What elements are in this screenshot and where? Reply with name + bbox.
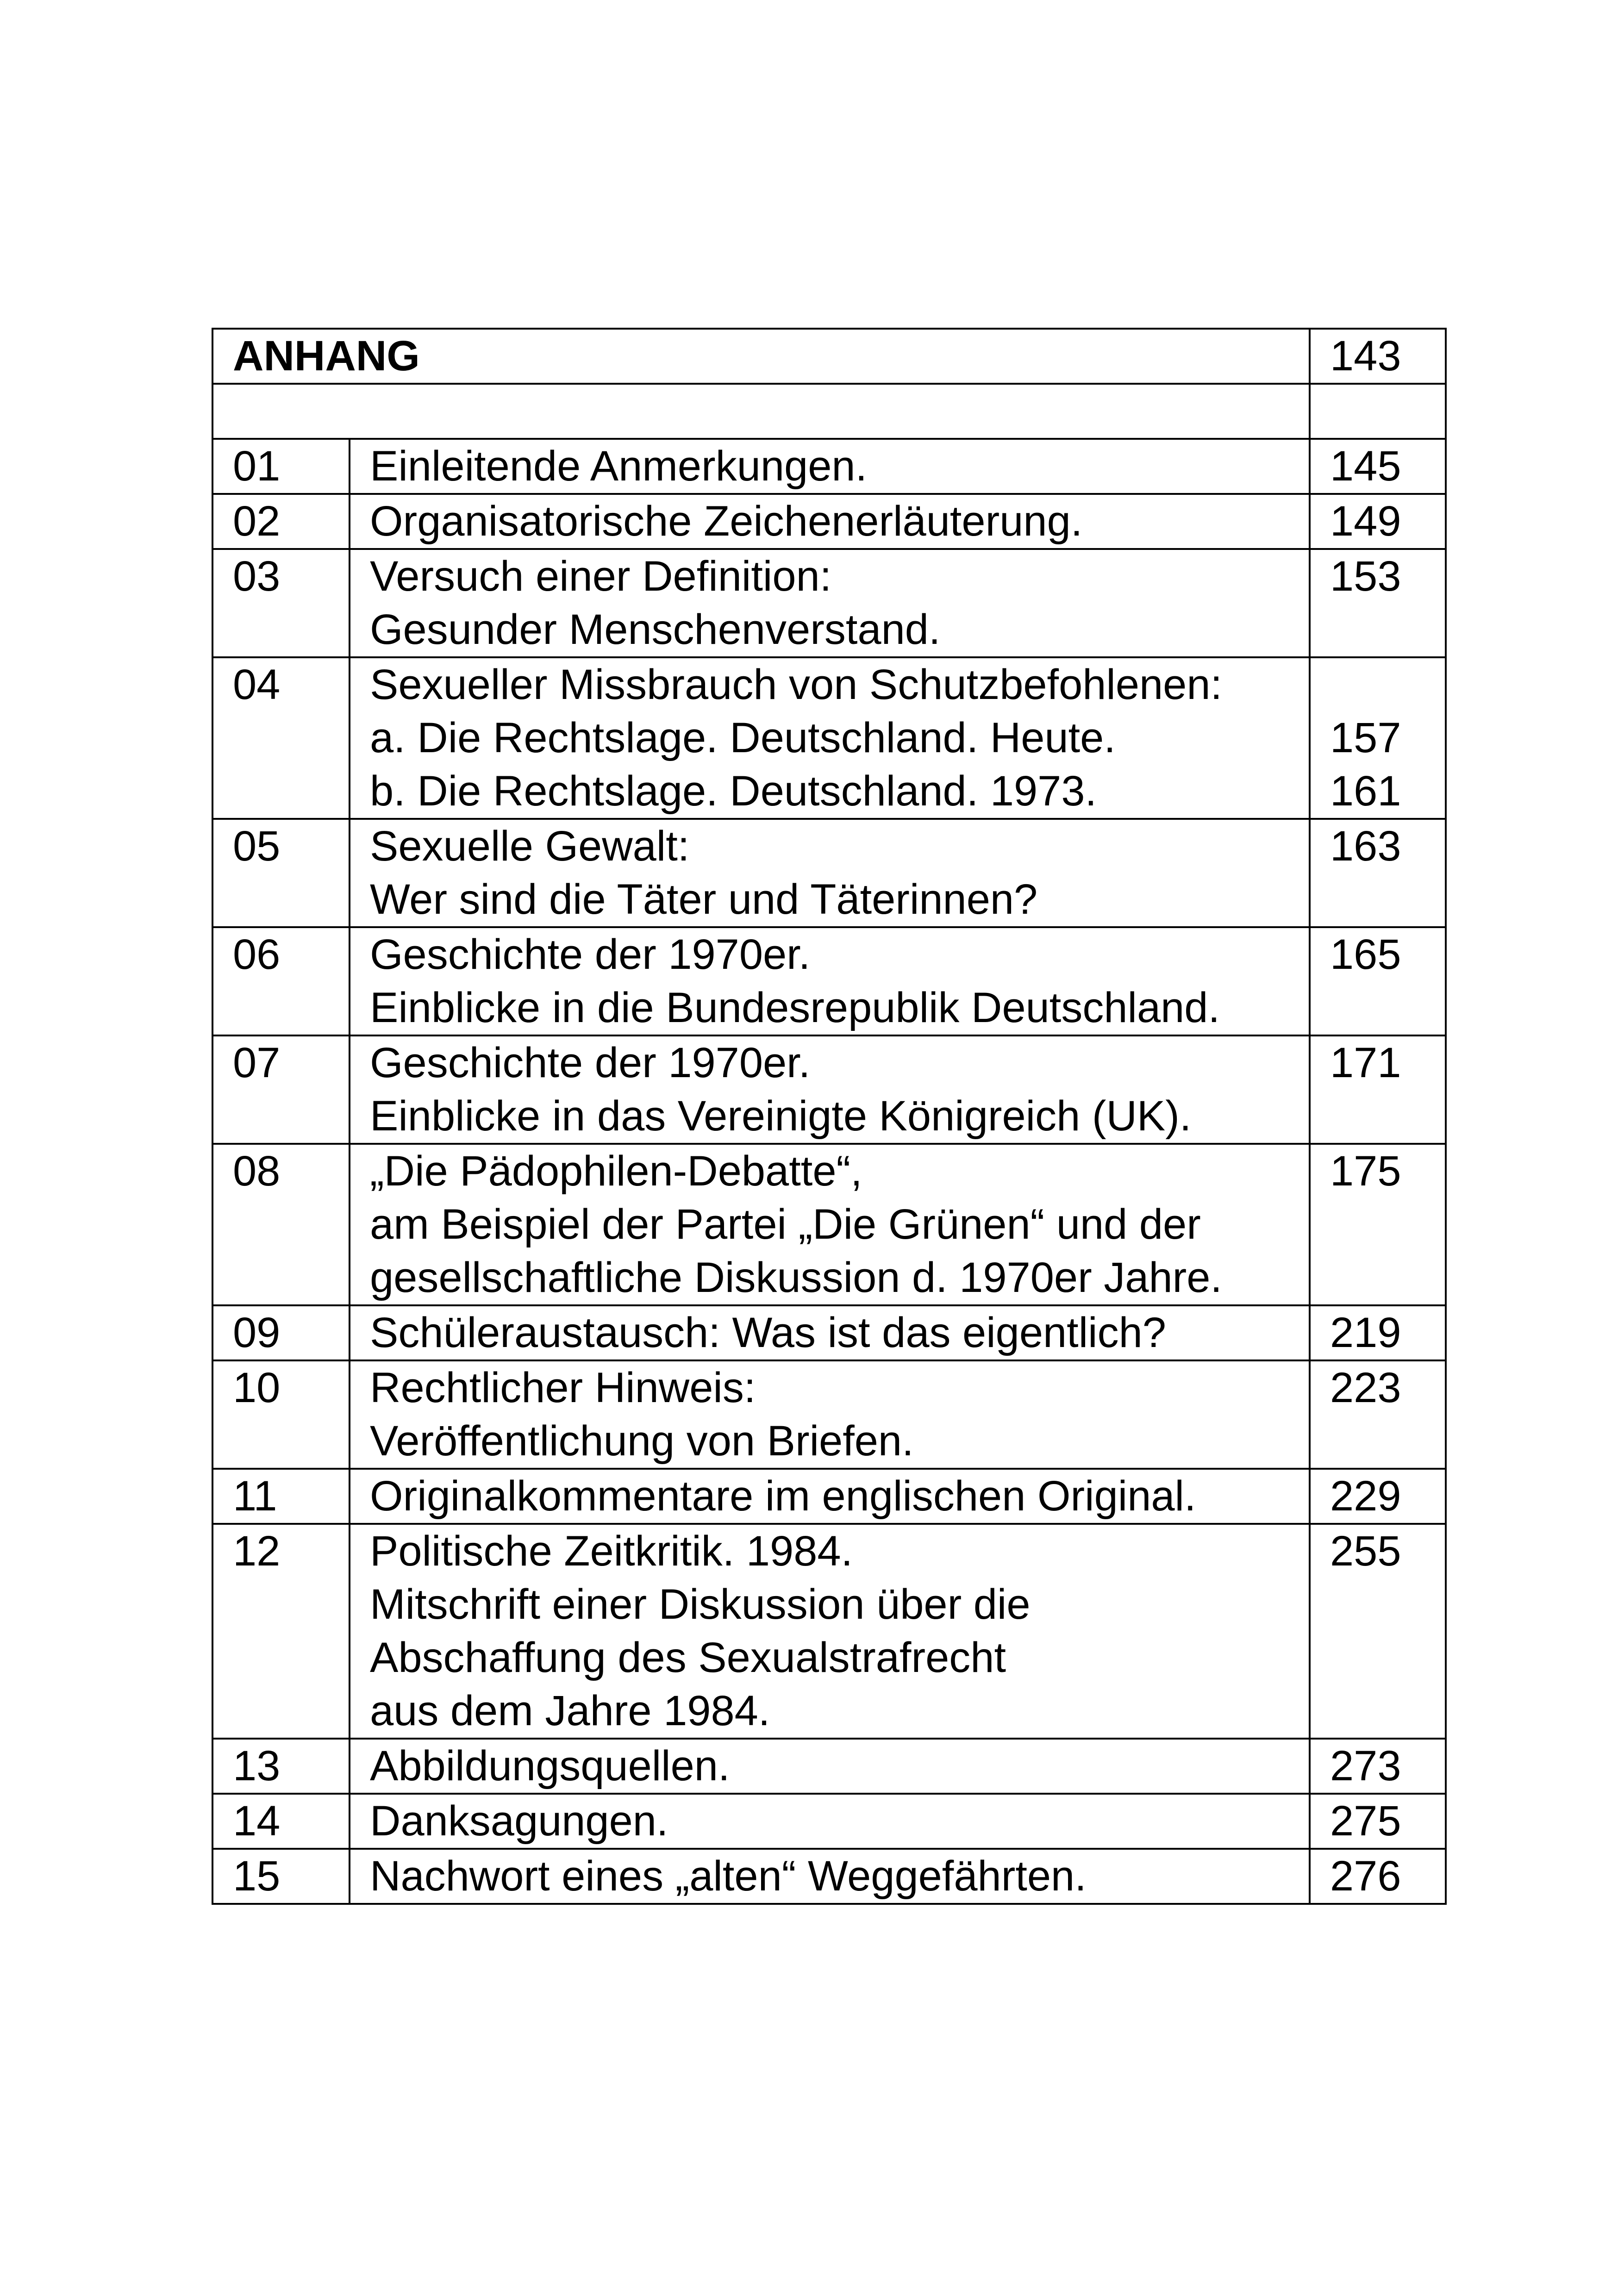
section-title: ANHANG: [212, 329, 1310, 384]
entry-page-number: [1310, 1524, 1446, 1739]
entry-page-line: [1330, 603, 1445, 656]
entry-number: 10: [212, 1360, 350, 1469]
toc-row: [212, 1469, 1446, 1524]
entry-title-line: Danksagungen.: [370, 1797, 668, 1845]
toc-row: [212, 1739, 1446, 1794]
entry-page-line: 219: [1330, 1309, 1401, 1356]
entry-page-line: [1330, 1090, 1445, 1143]
entry-page-line: [1330, 658, 1445, 711]
entry-page-number: [1310, 1469, 1446, 1524]
entry-page-line: 255: [1330, 1528, 1401, 1575]
entry-title: [350, 1469, 1310, 1524]
entry-page-number: [1310, 439, 1446, 494]
entry-title-line: Gesunder Menschenverstand.: [370, 606, 941, 653]
entry-title-line: Mitschrift einer Diskussion über die: [370, 1581, 1031, 1628]
toc-row: [212, 927, 1446, 1035]
entry-number: 01: [212, 439, 350, 494]
entry-number: 06: [212, 927, 350, 1035]
entry-page-number: [1310, 494, 1446, 549]
entry-page-line: 275: [1330, 1797, 1401, 1845]
entry-title-line: a. Die Rechtslage. Deutschland. Heute.: [370, 714, 1116, 761]
entry-title-line: Sexuelle Gewalt:: [370, 823, 690, 870]
entry-title: [350, 657, 1310, 819]
entry-number: 12: [212, 1524, 350, 1739]
toc-row: [212, 1794, 1446, 1849]
entry-page-number: [1310, 657, 1446, 819]
entry-title: [350, 819, 1310, 927]
entry-number: 04: [212, 657, 350, 819]
entry-title: [350, 1035, 1310, 1144]
entry-title-line: Rechtlicher Hinweis:: [370, 1364, 756, 1411]
entry-page-line: 157: [1330, 714, 1401, 761]
entry-title-line: am Beispiel der Partei „Die Grünen“ und der: [370, 1201, 1201, 1248]
toc-row: [212, 657, 1446, 819]
entry-page-number: [1310, 1305, 1446, 1360]
entry-title: [350, 549, 1310, 657]
toc-row: [212, 1849, 1446, 1904]
entry-page-line: [1330, 981, 1445, 1035]
entry-number: 09: [212, 1305, 350, 1360]
entry-title-line: Originalkommentare im englischen Original.: [370, 1472, 1196, 1520]
entry-number: 14: [212, 1794, 350, 1849]
table-of-contents: [212, 328, 1447, 1905]
entry-title: [350, 1524, 1310, 1739]
entry-number: 07: [212, 1035, 350, 1144]
toc-row: [212, 549, 1446, 657]
spacer-row: [212, 384, 1446, 439]
entry-page-line: 163: [1330, 823, 1401, 870]
toc-row: [212, 1305, 1446, 1360]
entry-page-line: [1330, 873, 1445, 926]
entry-page-line: 273: [1330, 1742, 1401, 1790]
entry-title-line: Einblicke in die Bundesrepublik Deutschland.: [370, 984, 1220, 1031]
entry-title-line: Wer sind die Täter und Täterinnen?: [370, 876, 1038, 923]
entry-page-line: 276: [1330, 1852, 1401, 1900]
toc-row: [212, 1144, 1446, 1305]
entry-page-number: [1310, 1360, 1446, 1469]
entry-number: 11: [212, 1469, 350, 1524]
entry-number: 02: [212, 494, 350, 549]
entry-page-line: 161: [1330, 767, 1401, 815]
entry-title-line: gesellschaftliche Diskussion d. 1970er Jahre.: [370, 1254, 1222, 1301]
section-page-number: 143: [1310, 329, 1446, 384]
entry-page-line: 165: [1330, 931, 1401, 978]
entry-number: 03: [212, 549, 350, 657]
entry-page-number: [1310, 1035, 1446, 1144]
entry-page-number: [1310, 927, 1446, 1035]
entry-page-line: 145: [1330, 443, 1401, 490]
entry-title-line: aus dem Jahre 1984.: [370, 1687, 770, 1734]
entry-title: [350, 494, 1310, 549]
entry-title-line: Geschichte der 1970er.: [370, 1039, 811, 1086]
entry-number: 08: [212, 1144, 350, 1305]
entry-title: [350, 1360, 1310, 1469]
toc-row: [212, 1360, 1446, 1469]
toc-row: [212, 1035, 1446, 1144]
entry-page-line: 171: [1330, 1039, 1401, 1086]
entry-number: 05: [212, 819, 350, 927]
entry-title: [350, 1144, 1310, 1305]
entry-title-line: Abbildungsquellen.: [370, 1742, 730, 1790]
entry-title-line: Abschaffung des Sexualstrafrecht: [370, 1634, 1006, 1681]
entry-title: [350, 439, 1310, 494]
spacer-cell: [212, 384, 1310, 439]
entry-page-line: [1330, 1198, 1445, 1251]
entry-title-line: Politische Zeitkritik. 1984.: [370, 1528, 853, 1575]
entry-title-line: „Die Pädophilen-Debatte“,: [370, 1148, 862, 1195]
entry-page-line: 153: [1330, 553, 1401, 600]
entry-title-line: Einblicke in das Vereinigte Königreich (UK).: [370, 1092, 1192, 1140]
entry-page-number: [1310, 819, 1446, 927]
entry-page-number: [1310, 549, 1446, 657]
entry-title: [350, 1794, 1310, 1849]
toc-row: [212, 494, 1446, 549]
entry-number: 15: [212, 1849, 350, 1904]
entry-page-number: [1310, 1739, 1446, 1794]
entry-page-number: [1310, 1144, 1446, 1305]
entry-page-line: [1330, 1578, 1445, 1631]
entry-title: [350, 927, 1310, 1035]
entry-title-line: Sexueller Missbrauch von Schutzbefohlenen:: [370, 661, 1223, 708]
entry-title-line: b. Die Rechtslage. Deutschland. 1973.: [370, 767, 1097, 815]
entry-title-line: Versuch einer Definition:: [370, 553, 832, 600]
entry-page-line: 149: [1330, 498, 1401, 545]
spacer-page-cell: [1310, 384, 1446, 439]
entry-title: [350, 1305, 1310, 1360]
entry-title: [350, 1739, 1310, 1794]
entry-number: 13: [212, 1739, 350, 1794]
toc-row: [212, 1524, 1446, 1739]
toc-row: [212, 439, 1446, 494]
entry-page-line: [1330, 1251, 1445, 1304]
entry-page-line: [1330, 1631, 1445, 1684]
entry-page-number: [1310, 1849, 1446, 1904]
entry-title-line: Organisatorische Zeichenerläuterung.: [370, 498, 1083, 545]
entry-page-line: [1330, 1415, 1445, 1468]
entry-title-line: Schüleraustausch: Was ist das eigentlich?: [370, 1309, 1166, 1356]
entry-page-line: [1330, 1684, 1445, 1738]
toc-body: [212, 329, 1446, 1904]
entry-page-line: 223: [1330, 1364, 1401, 1411]
entry-page-number: [1310, 1794, 1446, 1849]
entry-page-line: 175: [1330, 1148, 1401, 1195]
entry-title: [350, 1849, 1310, 1904]
entry-title-line: Nachwort eines „alten“ Weggefährten.: [370, 1852, 1087, 1900]
entry-title-line: Geschichte der 1970er.: [370, 931, 811, 978]
entry-title-line: Veröffentlichung von Briefen.: [370, 1417, 914, 1465]
entry-title-line: Einleitende Anmerkungen.: [370, 443, 868, 490]
toc-row: [212, 819, 1446, 927]
entry-page-line: 229: [1330, 1472, 1401, 1520]
section-header-row: [212, 329, 1446, 384]
